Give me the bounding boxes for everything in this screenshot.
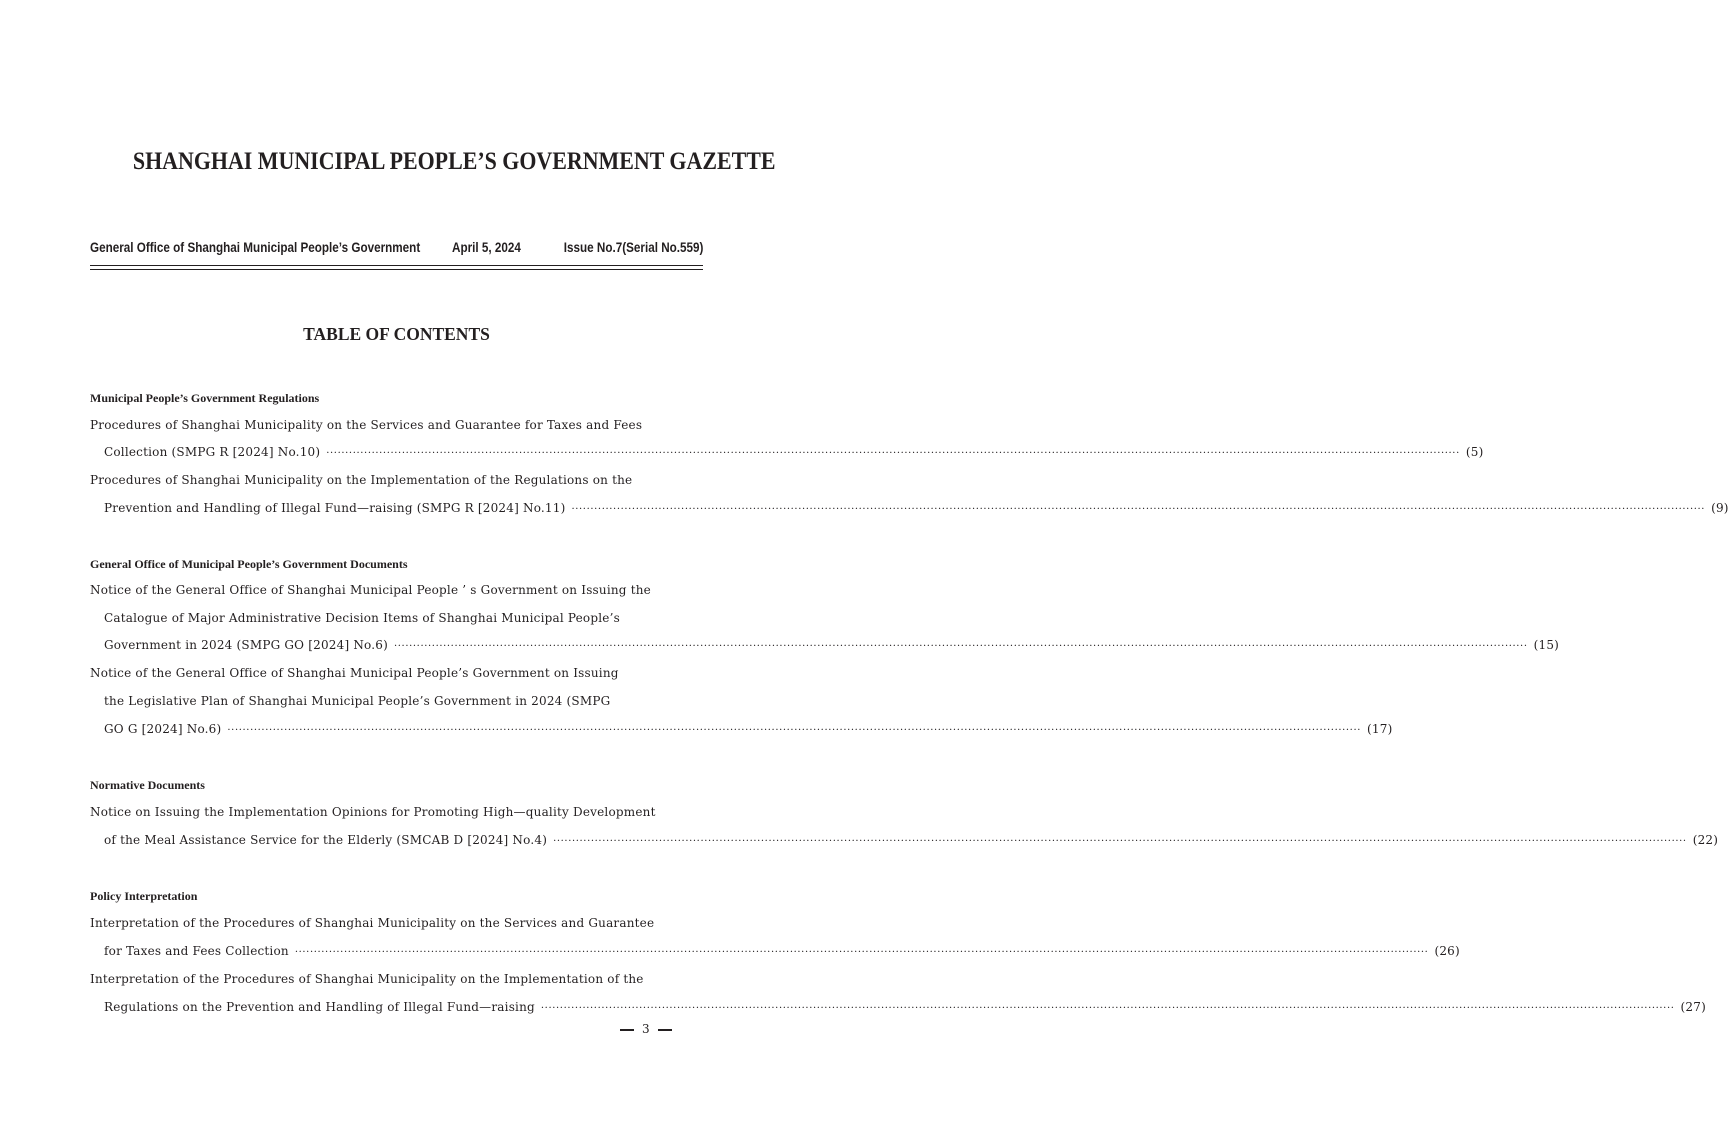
page-number-value: 3 (642, 1022, 650, 1036)
toc-entry-text: Regulations on the Prevention and Handling of Illegal Fund—raising (104, 1000, 535, 1014)
section-title: Municipal People’s Government Regulations (90, 391, 320, 405)
issue-date: April 5, 2024 (452, 240, 521, 255)
toc-entry-line: the Legislative Plan of Shanghai Municipal People’s Government in 2024 (SMPG (104, 694, 611, 708)
leader-dots: ············································································································································································································································································································ (326, 448, 1460, 459)
toc-page-ref: (15) (1533, 638, 1560, 652)
section-title: General Office of Municipal People’s Government Documents (90, 557, 408, 571)
toc-entry-last-line[interactable] (104, 445, 1484, 459)
leader-dots: ············································································································································································································································································································ (540, 1003, 1675, 1014)
toc-entry-last-line[interactable] (104, 722, 1393, 736)
page-number (620, 1022, 672, 1036)
toc-page-ref: (5) (1465, 445, 1484, 459)
toc-entry-last-line[interactable] (104, 944, 1460, 958)
toc-entry-text: of the Meal Assistance Service for the Elderly (SMCAB D [2024] No.4) (104, 833, 548, 847)
section-title: Normative Documents (90, 778, 205, 792)
toc-entry-text: Prevention and Handling of Illegal Fund—raising (SMPG R [2024] No.11) (104, 501, 566, 515)
section-title: Policy Interpretation (90, 889, 198, 903)
toc-page-ref: (22) (1692, 833, 1719, 847)
toc-entry-line: Notice on Issuing the Implementation Opinions for Promoting High—quality Development (90, 805, 656, 819)
toc-entry-last-line[interactable] (104, 638, 1560, 652)
gazette-masthead: SHANGHAI MUNICIPAL PEOPLE’S GOVERNMENT GAZETTE (132, 146, 776, 175)
toc-entry-last-line[interactable] (104, 1000, 1706, 1014)
toc-page-ref: (26) (1434, 944, 1460, 958)
page-number-dash (620, 1029, 634, 1031)
header-rule-thin (90, 269, 703, 270)
toc-page-ref: (9) (1711, 501, 1729, 515)
leader-dots: ············································································································································································································································································································ (294, 947, 1429, 958)
toc-entry-line: Catalogue of Major Administrative Decision Items of Shanghai Municipal People’s (104, 611, 620, 625)
issue-number: Issue No.7(Serial No.559) (563, 240, 703, 255)
toc-entry-line: Interpretation of the Procedures of Shanghai Municipality on the Implementation of the (90, 972, 644, 986)
toc-entry-text: GO G [2024] No.6) (104, 722, 222, 736)
leader-dots: ············································································································································································································································································································ (394, 641, 1528, 652)
toc-entry-line: Procedures of Shanghai Municipality on the Services and Guarantee for Taxes and Fees (90, 418, 643, 432)
toc-page-ref: (27) (1680, 1000, 1706, 1014)
toc-entry-text: for Taxes and Fees Collection (104, 944, 289, 958)
toc-entry-line: Procedures of Shanghai Municipality on the Implementation of the Regulations on the (90, 473, 633, 487)
leader-dots: ············································································································································································································································································································ (227, 725, 1362, 736)
toc-page-ref: (17) (1367, 722, 1393, 736)
leader-dots: ············································································································································································································································································································ (571, 504, 1706, 515)
toc-entry-last-line[interactable] (104, 501, 1729, 515)
header-rule-thick (90, 265, 703, 266)
toc-entry-text: Collection (SMPG R [2024] No.10) (104, 445, 321, 459)
toc-entry-line: Notice of the General Office of Shanghai Municipal People ’ s Government on Issuing the (90, 583, 651, 597)
issuing-office: General Office of Shanghai Municipal People’s Government (90, 240, 421, 255)
leader-dots: ············································································································································································································································································································ (553, 836, 1687, 847)
toc-entry-last-line[interactable] (104, 833, 1719, 847)
toc-entry-text: Government in 2024 (SMPG GO [2024] No.6) (104, 638, 388, 652)
toc-entry-line: Notice of the General Office of Shanghai Municipal People’s Government on Issuing (90, 666, 619, 680)
page-number-dash (658, 1029, 672, 1031)
toc-entry-line: Interpretation of the Procedures of Shanghai Municipality on the Services and Guarantee (90, 916, 655, 930)
toc-title: TABLE OF CONTENTS (303, 324, 490, 344)
